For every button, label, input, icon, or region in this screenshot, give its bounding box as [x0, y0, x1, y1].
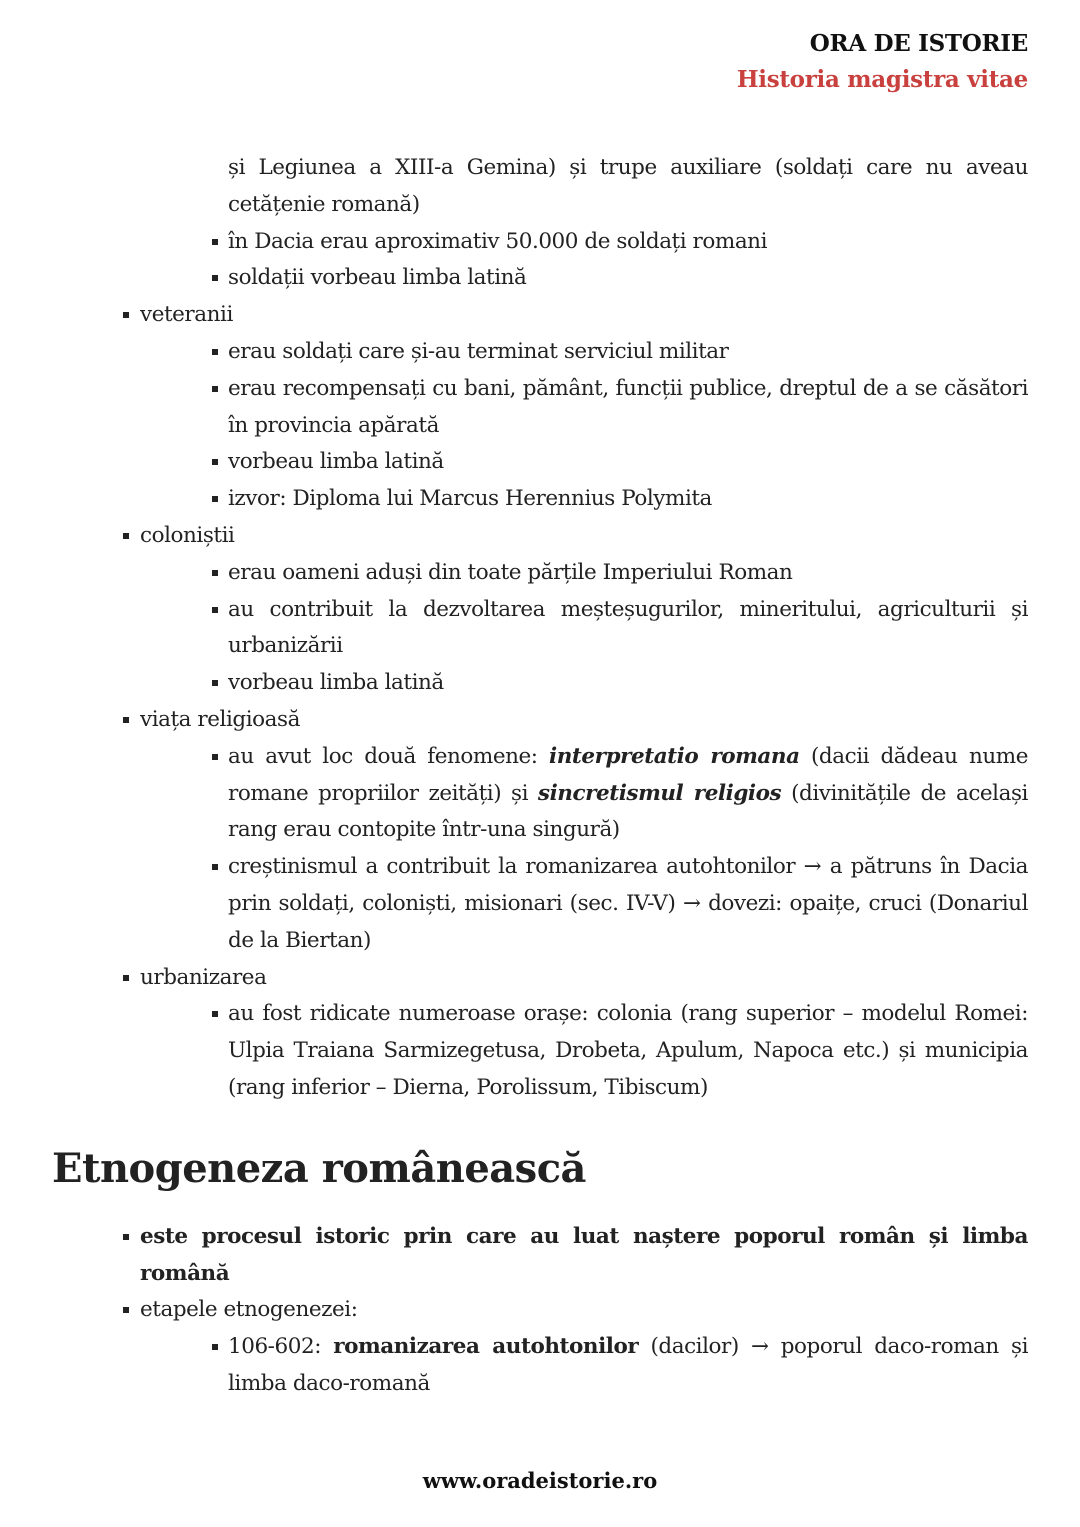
text: Etnogeneza românească — [52, 1144, 586, 1192]
text: (dacii dădeau nume romane propriilor zeități) și — [228, 743, 1028, 806]
sub-list-item — [228, 996, 1028, 1106]
list-item — [140, 960, 1028, 997]
text: urbanizarea — [140, 964, 267, 990]
text: coloniștii — [140, 522, 235, 548]
list-item — [140, 1292, 1028, 1329]
bullet-icon — [212, 1011, 218, 1017]
sub-list-item — [228, 371, 1028, 445]
section-heading — [52, 1141, 1080, 1197]
text: (dacilor) → poporul daco-roman și limba daco-romană — [228, 1334, 1028, 1396]
emphasized-text: sincretismul religios — [537, 780, 782, 806]
bullet-icon — [123, 717, 129, 723]
bullet-icon — [212, 570, 218, 576]
bullet-icon — [212, 1344, 218, 1350]
sub-list-item — [228, 592, 1028, 666]
emphasized-text: romanizarea autohtonilor — [333, 1334, 639, 1360]
list-item — [140, 518, 1028, 555]
bullet-icon — [123, 312, 129, 318]
bullet-icon — [212, 239, 218, 245]
bullet-icon — [212, 349, 218, 355]
bullet-icon — [123, 533, 129, 539]
list-item — [140, 702, 1028, 739]
emphasized-text: este procesul istoric prin care au luat naștere poporul român și limba română — [140, 1223, 1028, 1286]
list-item — [140, 1219, 1028, 1293]
text: izvor: Diploma lui Marcus Herennius Polymita — [228, 486, 712, 512]
text: soldații vorbeau limba latină — [228, 265, 527, 291]
bullet-icon — [212, 680, 218, 686]
document-body — [0, 150, 1080, 1403]
bullet-icon — [123, 1234, 129, 1240]
sub-list-item — [228, 444, 1028, 481]
bullet-icon — [212, 864, 218, 870]
bullet-icon — [212, 275, 218, 281]
footer-url: www.oradeistorie.ro — [422, 1468, 658, 1493]
site-motto: Historia magistra vitae — [736, 66, 1028, 93]
text: au contribuit la dezvoltarea meșteșugurilor, mineritului, agriculturii și urbanizării — [228, 596, 1028, 659]
text: veteranii — [140, 302, 233, 328]
text: (divinitățile de același rang erau contopite într-una singură) — [228, 780, 1028, 843]
site-title: ORA DE ISTORIE — [809, 30, 1028, 57]
text: etapele etnogenezei: — [140, 1297, 358, 1323]
sub-list-item — [228, 260, 1028, 297]
bullet-icon — [212, 459, 218, 465]
list-item-continuation — [228, 150, 1028, 224]
text: erau recompensați cu bani, pământ, funcții publice, dreptul de a se căsători în provincia apărată — [228, 375, 1028, 438]
sub-list-item — [228, 1329, 1028, 1403]
page-header — [737, 28, 1028, 100]
text: în Dacia erau aproximativ 50.000 de soldați romani — [228, 228, 768, 254]
sub-list-item — [228, 739, 1028, 849]
text: vorbeau limba latină — [228, 449, 444, 475]
bullet-icon — [123, 975, 129, 981]
emphasized-text: interpretatio romana — [549, 743, 800, 769]
sub-list-item — [228, 665, 1028, 702]
sub-list-item — [228, 555, 1028, 592]
sub-list-item — [228, 334, 1028, 371]
list-item — [140, 297, 1028, 334]
bullet-icon — [212, 754, 218, 760]
text: au avut loc două fenomene: — [228, 743, 550, 769]
text: 106-602: — [228, 1334, 334, 1360]
text: și Legiunea a XIII-a Gemina) și trupe auxiliare (soldați care nu aveau cetățenie romană) — [228, 155, 1028, 217]
text: viața religioasă — [140, 706, 300, 732]
text: erau oameni aduși din toate părțile Imperiului Roman — [228, 559, 793, 585]
bullet-icon — [123, 1307, 129, 1313]
bullet-icon — [212, 607, 218, 613]
text: erau soldați care și-au terminat serviciul militar — [228, 338, 729, 364]
sub-list-item — [228, 849, 1028, 959]
sub-list-item — [228, 224, 1028, 261]
text: au fost ridicate numeroase orașe: colonia (rang superior – modelul Romei: Ulpia Traiana Sarmizegetusa, Drobeta, Apulum, Napoca etc.) și municipia (rang inferior – Dierna, Porolissum, Tibiscum) — [228, 1001, 1028, 1100]
text: vorbeau limba latină — [228, 670, 444, 696]
bullet-icon — [212, 386, 218, 392]
bullet-icon — [212, 496, 218, 502]
sub-list-item — [228, 481, 1028, 518]
text: creștinismul a contribuit la romanizarea autohtonilor → a pătruns în Dacia prin soldați, coloniști, misionari (sec. IV-V) → dovezi: opaițe, cruci (Donariul de la Biertan) — [228, 854, 1028, 953]
